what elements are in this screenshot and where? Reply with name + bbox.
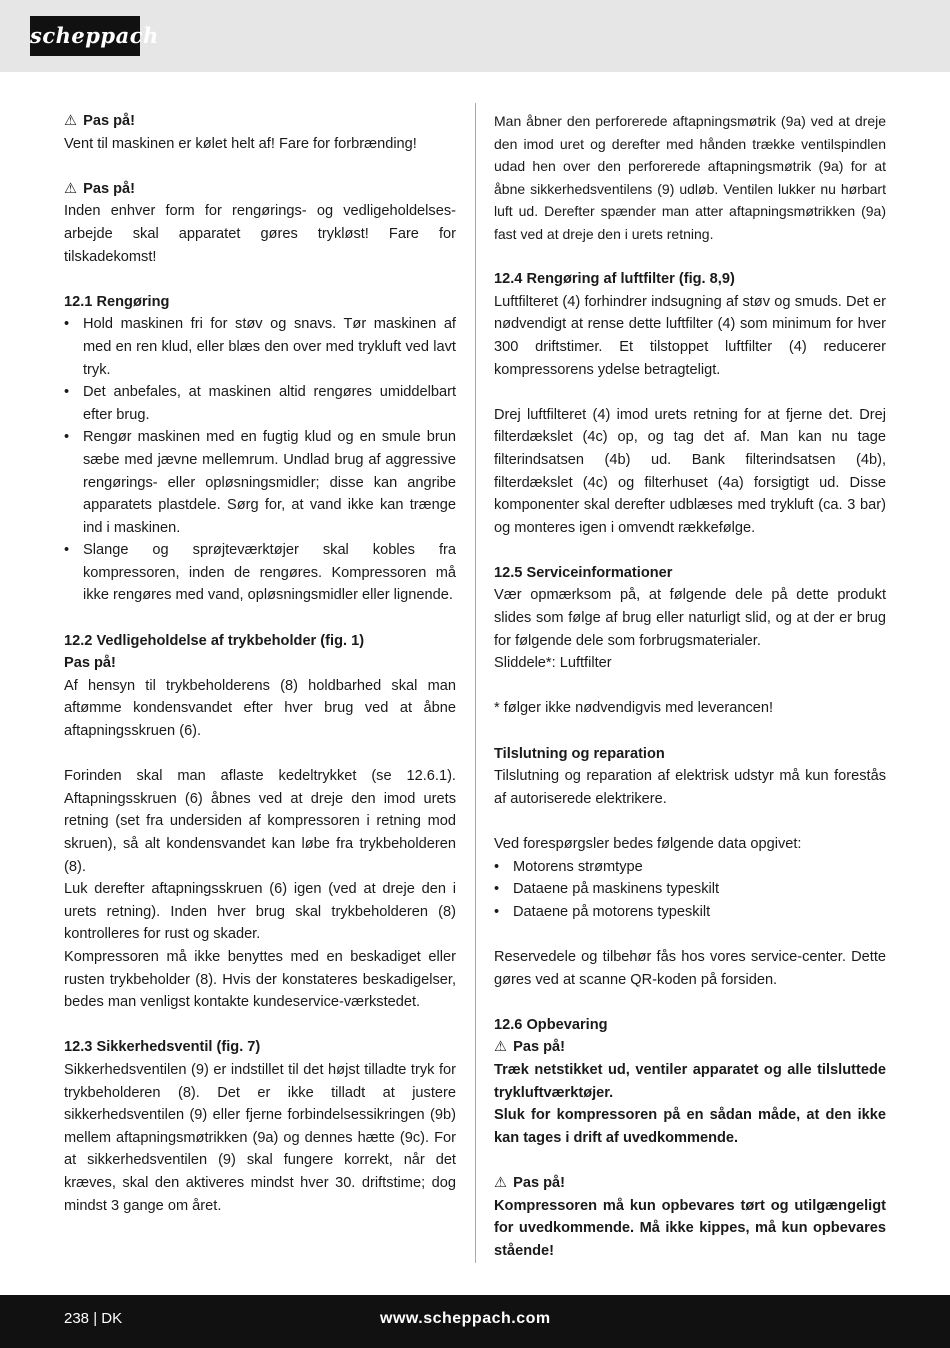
section-12-3-heading: 12.3 Sikkerhedsventil (fig. 7)	[64, 1039, 261, 1056]
warning-title: Pas på!	[513, 1039, 566, 1056]
warning-title: Pas på!	[83, 113, 136, 129]
warning-title: Pas på!	[513, 1174, 566, 1191]
warning-1-text: Vent til maskinen er kølet helt af! Fare for forbrænding!	[64, 135, 417, 152]
bullet-icon: •	[494, 903, 500, 920]
paragraph: Luftfilteret (4) forhindrer indsugning af støv og smuds. Det er nødvendigt at rense dette luftfilter (4) som minimum for hver 300 driftstimer. Et tilstoppet luftfilter (4) reducerer kompressorens ydelse betragteligt.	[494, 293, 886, 378]
paragraph: Tilslutning og reparation af elektrisk udstyr må kun forestås af autoriserede elektrikere.	[494, 768, 886, 807]
list-item: • Det anbefales, at maskinen altid rengøres umiddelbart efter brug.	[64, 381, 456, 426]
list-item: • Rengør maskinen med en fugtig klud og en smule brun sæbe med jævne mellemrum. Undlad brug af aggressive rengørings- eller opløsningsmidler; disse kan angribe apparatets plastdele. Sørg for, at vand ikke kan trænge ind i maskinen.	[64, 426, 456, 539]
right-column	[494, 110, 886, 1262]
warning-triangle-icon: ⚠	[494, 1174, 508, 1191]
list-item: • Hold maskinen fri for støv og snavs. Tør maskinen af med en ren klud, eller blæs den over med trykluft ved lavt tryk.	[64, 313, 456, 381]
warning-1	[64, 110, 456, 133]
bullet-icon: •	[494, 858, 500, 875]
warning-title: Pas på!	[83, 180, 136, 197]
section-12-1-heading: 12.1 Rengøring	[64, 293, 170, 310]
paragraph: Luk derefter aftapningsskruen (6) igen (ved at dreje den i urets retning). Inden hver brug skal trykbeholderen (8) kontrolleres for rust og skader.	[64, 881, 456, 943]
page-number: 238 | DK	[64, 1310, 123, 1327]
cleaning-list	[64, 313, 456, 607]
warning-3	[494, 1036, 886, 1059]
paragraph: Sliddele*: Luftfilter	[494, 655, 612, 672]
bullet-icon: •	[64, 384, 70, 401]
paragraph: Ved forespørgsler bedes følgende data opgivet:	[494, 836, 802, 852]
section-12-6-heading: 12.6 Opbevaring	[494, 1016, 608, 1033]
scheppach-logo: scheppach	[30, 16, 140, 56]
warning-triangle-icon: ⚠	[64, 113, 78, 129]
header-bar	[0, 0, 950, 72]
website-link[interactable]: www.scheppach.com	[380, 1310, 551, 1327]
list-item: • Dataene på maskinens typeskilt	[494, 878, 886, 901]
paragraph: Sikkerhedsventilen (9) er indstillet til det højst tilladte tryk for trykbeholderen (8). Det er ikke tilladt at justere sikkerhedsventilen (9) eller fjerne forbindelsessikringen (9b) mellem aftapningsmøtrikken (9a) og dennes hætte (9c). For at sikkerhedsventilen (9) skal fungere korrekt, når det kræves, skal den aktiveres mindst hver 30. driftstime; dog mindst 3 gange om året.	[64, 1061, 456, 1214]
paragraph: Man åbner den perforerede aftapningsmøtrik (9a) ved at dreje den imod uret og derefter med hånden trække ventilspindlen udad hen over den perforerede aftapningsmøtrik (9a) for at åbne sikkerhedsventilens (9) udløb. Ventilen lukker nu hørbart luft ud. Derefter spænder man atter aftapningsmøtrikken (9a) fast ved at dreje den i urets retning.	[494, 113, 886, 242]
paragraph: Forinden skal man aflaste kedeltrykket (se 12.6.1). Aftapningsskruen (6) åbnes ved at dreje den imod urets retning (set fra undersiden af kompressoren i retning mod skruen), så alt kondensvandet kan løbe fra trykbeholderen (8).	[64, 768, 456, 875]
warning-2-text: Inden enhver form for rengørings- og vedligeholdelses-arbejde skal apparatet gøres trykløst! Fare for tilskadekomst!	[64, 203, 456, 265]
paragraph: Kompressoren må kun opbevares tørt og utilgængeligt for uvedkommende. Må ikke kippes, må kun opbevares stående!	[494, 1197, 886, 1259]
data-list	[494, 856, 886, 924]
bullet-icon: •	[64, 316, 70, 333]
connection-heading: Tilslutning og reparation	[494, 745, 665, 762]
paragraph: Vær opmærksom på, at følgende dele på dette produkt slides som følge af brug eller naturligt slid, og at der er brug for følgende dele som forbrugsmaterialer.	[494, 587, 886, 649]
bullet-icon: •	[64, 542, 70, 559]
section-12-2-heading: 12.2 Vedligeholdelse af trykbeholder (fig. 1)	[64, 632, 365, 649]
left-column	[64, 110, 456, 1217]
list-item: • Motorens strømtype	[494, 856, 886, 879]
paragraph: Træk netstikket ud, ventiler apparatet og alle tilsluttede trykluftværktøjer.	[494, 1061, 886, 1101]
paragraph: Af hensyn til trykbeholderens (8) holdbarhed skal man aftømme kondensvandet efter hver brug ved at åbne aftapningsskruen (6).	[64, 677, 456, 740]
paragraph: Drej luftfilteret (4) imod urets retning for at fjerne det. Drej filterdækslet (4c) op, og tag det af. Man kan nu tage filterindsatsen (4b) ud. Bank filterindsatsen (4b), filterdækslet (4c) og filterhuset (4a) forsigtigt ud. Disse komponenter skal derefter udblæses med trykluft (ca. 3 bar) og monteres igen i omvendt rækkefølge.	[494, 406, 886, 536]
section-12-5-heading: 12.5 Serviceinformationer	[494, 564, 673, 581]
footnote: * følger ikke nødvendigvis med leverancen!	[494, 700, 774, 717]
paragraph: Kompressoren må ikke benyttes med en beskadiget eller rusten trykbeholder (8). Hvis der konstateres beskadigelser, bedes man venligst kontakte kundeservice-værkstedet.	[64, 948, 456, 1011]
warning-4	[494, 1172, 886, 1195]
warning-triangle-icon: ⚠	[494, 1039, 508, 1056]
warning-2	[64, 178, 456, 201]
list-item: • Dataene på motorens typeskilt	[494, 901, 886, 924]
warning-label: Pas på!	[64, 655, 116, 672]
footer-bar	[0, 1295, 950, 1348]
section-12-4-heading: 12.4 Rengøring af luftfilter (fig. 8,9)	[494, 271, 735, 288]
bullet-icon: •	[494, 881, 500, 898]
list-item: • Slange og sprøjteværktøjer skal kobles fra kompressoren, inden de rengøres. Kompressoren må ikke rengøres med vand, opløsningsmidler eller lignende.	[64, 539, 456, 607]
bullet-icon: •	[64, 429, 70, 446]
paragraph: Reservedele og tilbehør fås hos vores service-center. Dette gøres ved at scanne QR-koden på forsiden.	[494, 948, 886, 988]
paragraph: Sluk for kompressoren på en sådan måde, at den ikke kan tages i drift af uvedkommende.	[494, 1107, 886, 1146]
warning-triangle-icon: ⚠	[64, 180, 78, 197]
column-divider	[475, 103, 476, 1263]
